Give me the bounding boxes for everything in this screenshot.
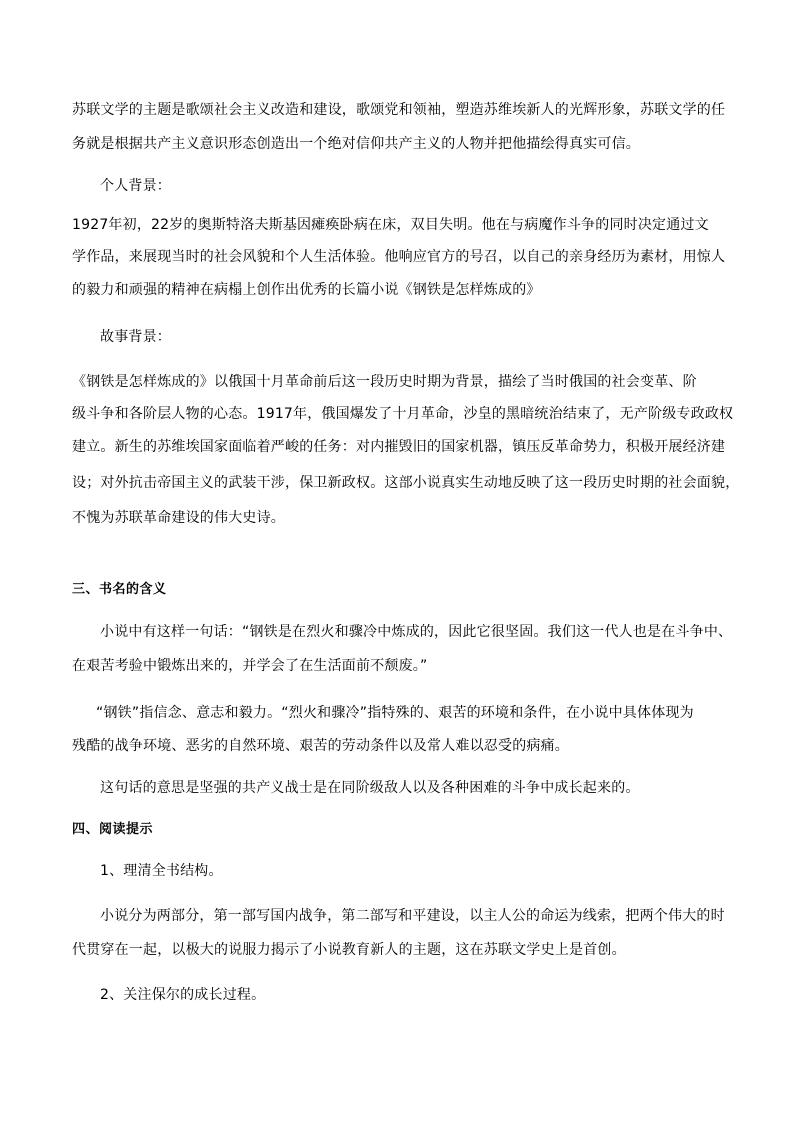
section-3-p3: 这句话的意思是坚强的共产义战士是在同阶级敌人以及各种困难的斗争中成长起来的。 [100,780,640,796]
intro-line-1: 苏联文学的主题是歌颂社会主义改造和建设，歌颂党和领袖，塑造苏维埃新人的光辉形象，苏联文学的任 [72,102,726,118]
personal-background-line-3: 的毅力和顽强的精神在病榻上创作出优秀的长篇小说《钢铁是怎样炼成的》 [72,282,541,298]
personal-background-label: 个人背景： [100,178,171,194]
intro-line-2: 务就是根据共产主义意识形态创造出一个绝对信仰共产主义的人物并把他描绘得真实可信。 [72,136,640,152]
section-3-p1-line-1: 小说中有这样一句话：“钢铁是在烈火和骤冷中炼成的，因此它很坚固。我们这一代人也是在斗争中、 [100,624,733,640]
section-3-p1-line-2: 在艰苦考验中锻炼出来的，并学会了在生活面前不颓废。” [72,658,428,674]
section-4-p1-line-1: 小说分为两部分，第一部写国内战争，第二部写和平建设，以主人公的命运为线索，把两个伟大的时 [100,908,725,924]
story-background-label: 故事背景： [100,329,171,345]
section-4-item-1: 1、理清全书结构。 [100,863,223,879]
personal-background-line-1: 1927年初，22岁的奥斯特洛夫斯基因瘫痪卧病在床，双目失明。他在与病魔作斗争的同时决定通过文 [72,217,709,233]
story-background-line-5: 不愧为苏联革命建设的伟大史诗。 [72,510,285,526]
section-3-p2-line-1: “钢铁”指信念、意志和毅力。“烈火和骤冷”指特殊的、艰苦的环境和条件，在小说中具体体现为 [96,705,694,721]
section-3-p2-line-2: 残酷的战争环境、恶劣的自然环境、艰苦的劳动条件以及常人难以忍受的病痛。 [72,738,569,754]
section-4-heading: 四、阅读提示 [72,822,154,837]
story-background-line-3: 建立。新生的苏维埃国家面临着严峻的任务：对内摧毁旧的国家机器，镇压反革命势力，积极开展经济建 [72,439,726,455]
section-4-item-2: 2、关注保尔的成长过程。 [100,987,266,1003]
story-background-line-4: 设；对外抗击帝国主义的武装干涉，保卫新政权。这部小说真实生动地反映了这一段历史时期的社会面貌， [72,475,740,491]
story-background-line-1: 《钢铁是怎样炼成的》以俄国十月革命前后这一段历史时期为背景，描绘了当时俄国的社会变革、阶 [72,374,697,390]
section-3-heading: 三、书名的含义 [72,582,167,597]
story-background-line-2: 级斗争和各阶层人物的心态。1917年，俄国爆发了十月革命，沙皇的黑暗统治结束了，无产阶级专政政权 [72,406,734,422]
personal-background-line-2: 学作品，来展现当时的社会风貌和个人生活体验。他响应官方的号召，以自己的亲身经历为素材，用惊人 [72,249,726,265]
section-4-p1-line-2: 代贯穿在一起，以极大的说服力揭示了小说教育新人的主题，这在苏联文学史上是首创。 [72,942,626,958]
